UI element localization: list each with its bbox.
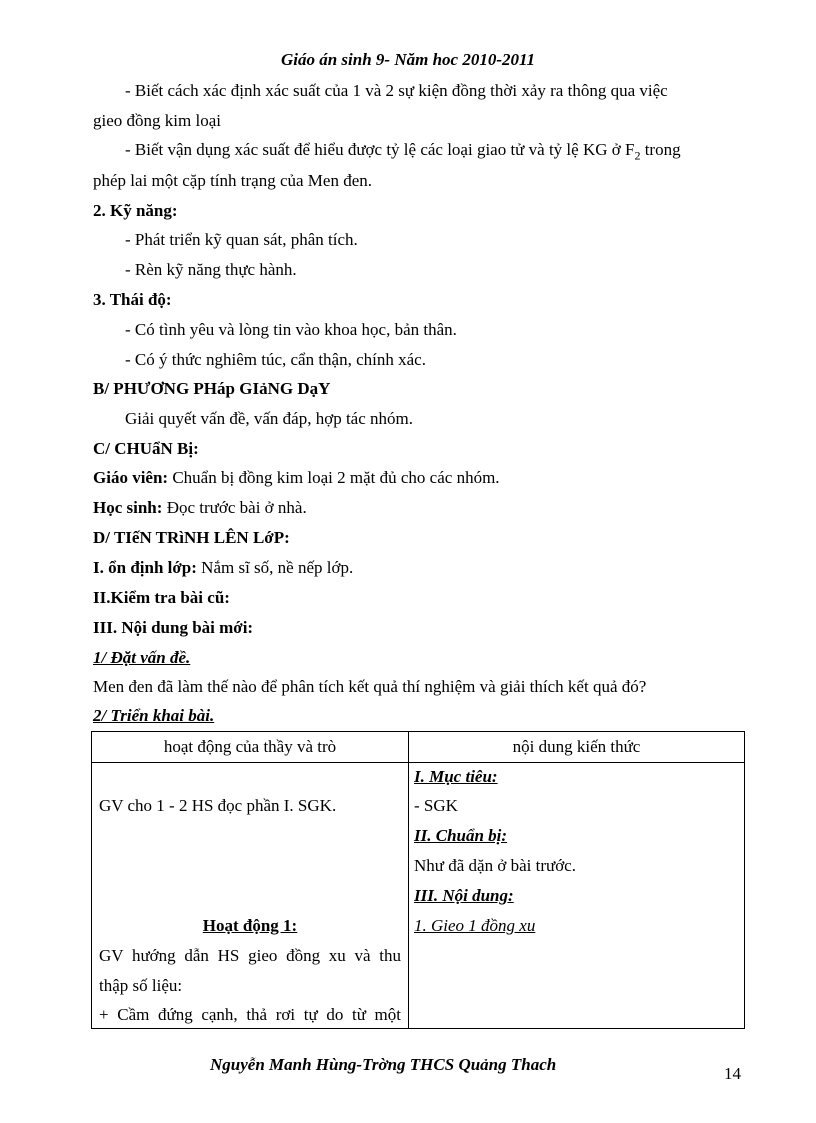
activity-line: GV hướng dẫn HS gieo đồng xu và thu xyxy=(99,946,401,965)
content-subheading: 1. Gieo 1 đồng xu xyxy=(414,916,536,935)
step-1-label: I. ổn định lớp: xyxy=(93,558,197,577)
activity-line: GV cho 1 - 2 HS đọc phần I. SGK. xyxy=(99,796,337,815)
objective-line xyxy=(125,140,681,163)
table-header-row xyxy=(92,732,745,763)
student-prep xyxy=(93,498,307,518)
intro-text: Men đen đã làm thế nào để phân tích kết quả thí nghiệm và giải thích kết quả đó? xyxy=(93,677,647,696)
teacher-label: Giáo viên: xyxy=(93,468,169,487)
content-text: Như đã dặn ở bài trước. xyxy=(414,856,576,875)
content-text: - SGK xyxy=(414,796,458,815)
step-3-label: III. Nội dung bài mới: xyxy=(93,618,254,637)
student-label: Học sinh: xyxy=(93,498,163,517)
process-heading: D/ TIếN TRìNH LÊN LớP: xyxy=(93,528,290,547)
skills-heading: 2. Kỹ năng: xyxy=(93,201,178,220)
table-header-content: nội dung kiến thức xyxy=(409,732,745,763)
attitude-heading: 3. Thái độ: xyxy=(93,290,172,309)
objective-text: trong xyxy=(640,140,681,159)
skill-item: - Rèn kỹ năng thực hành. xyxy=(125,260,297,279)
teacher-prep xyxy=(93,468,500,488)
step-1-text: Nắm sĩ số, nề nếp lớp. xyxy=(196,558,354,577)
content-cell xyxy=(409,763,745,1029)
prep-heading: C/ CHUẩN Bị: xyxy=(93,439,199,458)
method-text: Giải quyết vấn đề, vấn đáp, hợp tác nhóm. xyxy=(125,409,413,428)
attitude-item: - Có ý thức nghiêm túc, cẩn thận, chính xác. xyxy=(125,350,426,369)
step-1 xyxy=(93,558,353,578)
table-header-activity: hoạt động của thầy và trò xyxy=(92,732,409,763)
intro-heading: 1/ Đặt vấn đề. xyxy=(93,648,191,667)
objective-text: - Biết vận dụng xác suất để hiểu được tỷ lệ các loại giao tử và tỷ lệ KG ở F xyxy=(125,140,635,159)
content-heading: III. Nội dung: xyxy=(414,886,514,905)
activity-cell xyxy=(92,763,409,1029)
objective-line: - Biết cách xác định xác suất của 1 và 2 sự kiện đồng thời xảy ra thông qua việc xyxy=(125,81,668,100)
attitude-item: - Có tình yêu và lòng tin vào khoa học, bản thân. xyxy=(125,320,457,339)
subscript: 2 xyxy=(634,148,641,163)
objective-line: phép lai một cặp tính trạng của Men đen. xyxy=(93,171,372,190)
page-footer: Nguyễn Manh Hùng-Trờng THCS Quảng Thach xyxy=(210,1055,557,1074)
activity-line: thập số liệu: xyxy=(99,976,183,995)
page-number: 14 xyxy=(724,1064,741,1083)
lesson-table xyxy=(91,731,745,1029)
skill-item: - Phát triển kỹ quan sát, phân tích. xyxy=(125,230,358,249)
method-heading: B/ PHƯƠNG PHáp GIảNG DạY xyxy=(93,379,331,398)
step-2-label: II.Kiểm tra bài cũ: xyxy=(93,588,230,607)
objective-line: gieo đồng kim loại xyxy=(93,111,221,130)
activity-heading: Hoạt động 1: xyxy=(202,916,298,935)
content-heading: II. Chuẩn bị: xyxy=(414,826,508,845)
develop-heading: 2/ Triển khai bài. xyxy=(93,706,215,725)
activity-line: + Cầm đứng cạnh, thả rơi tự do từ một xyxy=(99,1005,401,1024)
content-heading: I. Mục tiêu: xyxy=(414,767,498,786)
teacher-text: Chuẩn bị đồng kim loại 2 mặt đủ cho các nhóm. xyxy=(168,468,500,487)
table-row xyxy=(92,763,745,1029)
student-text: Đọc trước bài ở nhà. xyxy=(162,498,307,517)
page-header: Giáo án sinh 9- Năm hoc 2010-2011 xyxy=(280,50,536,69)
